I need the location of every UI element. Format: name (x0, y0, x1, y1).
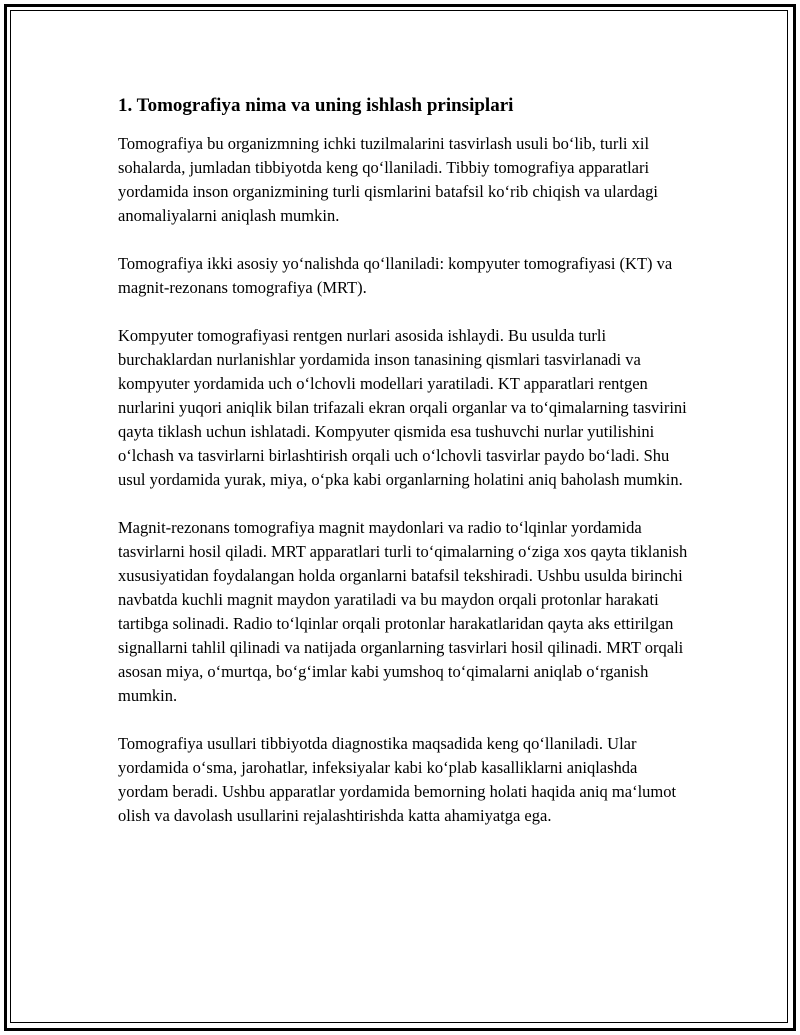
paragraph-intro: Tomografiya bu organizmning ichki tuzilmalarini tasvirlash usuli bo‘lib, turli xil sohalarda, jumladan tibbiyotda keng qo‘llaniladi. Tibbiy tomografiya apparatlari yordamida inson organizmining turli qismlarini batafsil ko‘rib chiqish va ulardagi anomaliyalarni aniqlash mumkin. (118, 134, 658, 225)
paragraph-mri: Magnit-rezonans tomografiya magnit maydonlari va radio to‘lqinlar yordamida tasvirlarni hosil qiladi. MRT apparatlari turli to‘qimalarning o‘ziga xos qayta tiklanish xususiyatidan foydalangan holda organlarni batafsil tekshiradi. Ushbu usulda birinchi navbatda kuchli magnit maydon yaratiladi va bu maydon orqali protonlar harakati tartibga solinadi. Radio to‘lqinlar orqali protonlar harakatlaridan qayta aks ettirilgan signallarni tahlil qilinadi va natijada organlarning tasvirlari hosil qilinadi. MRT orqali asosan miya, o‘murtqa, bo‘g‘imlar kabi yumshoq to‘qimalarni aniqlab o‘rganish mumkin. (118, 518, 688, 705)
paragraph-directions: Tomografiya ikki asosiy yo‘nalishda qo‘llaniladi: kompyuter tomografiyasi (KT) va magnit-rezonans tomografiya (MRT). (118, 254, 673, 297)
section-heading: 1. Tomografiya nima va uning ishlash prinsiplari (118, 95, 514, 116)
document-body (118, 92, 688, 852)
paragraph-diagnostics: Tomografiya usullari tibbiyotda diagnostika maqsadida keng qo‘llaniladi. Ular yordamida o‘sma, jarohatlar, infeksiyalar kabi ko‘plab kasalliklarni aniqlashda yordam beradi. Ushbu apparatlar yordamida bemorning holati haqida aniq ma‘lumot olish va davolash usullarini rejalashtirishda katta ahamiyatga ega. (118, 734, 677, 825)
paragraph-ct: Kompyuter tomografiyasi rentgen nurlari asosida ishlaydi. Bu usulda turli burchaklardan nurlanishlar yordamida inson tanasining qismlari tasvirlanadi va kompyuter yordamida uch o‘lchovli modellari yaratiladi. KT apparatlari rentgen nurlarini yuqori aniqlik bilan trifazali ekran orqali organlar va to‘qimalarning tasvirini qayta tiklash uchun ishlatadi. Kompyuter qismida esa tushuvchi nurlar yutilishini o‘lchash va tasvirlarni birlashtirish orqali uch o‘lchovli tasvirlar paydo bo‘ladi. Shu usul yordamida yurak, miya, o‘pka kabi organlarning holatini aniq baholash mumkin. (118, 326, 687, 489)
